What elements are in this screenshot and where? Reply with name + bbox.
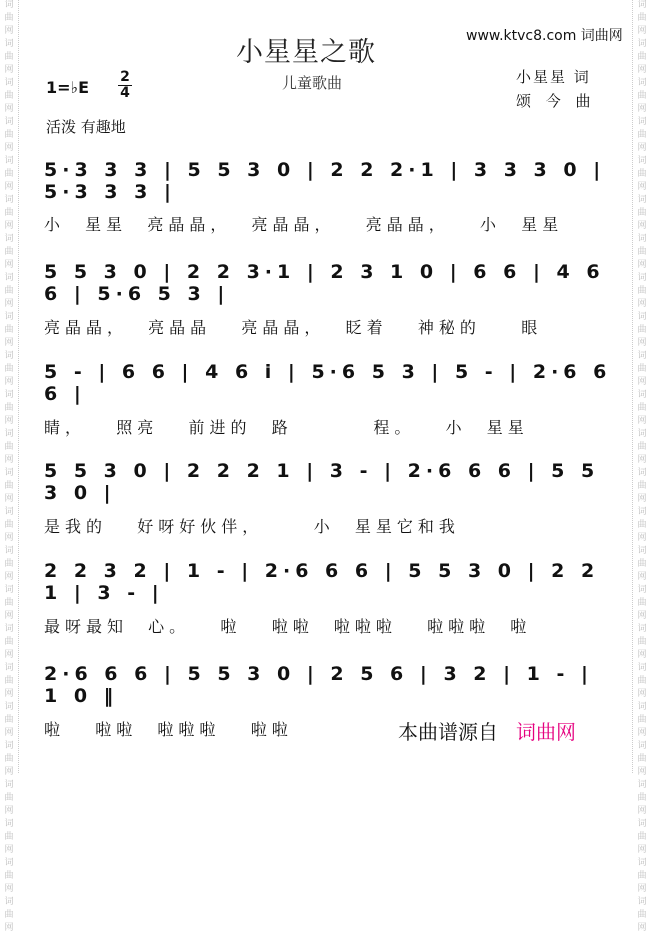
watermark-glyph: 词 [4,39,14,49]
watermark-glyph: 词 [637,507,647,517]
watermark-glyph: 网 [637,650,647,660]
watermark-glyph: 词 [637,351,647,361]
watermark-glyph: 网 [637,923,647,933]
right-watermark-strip [632,0,651,933]
footer-source-text: 本曲谱源自 [398,720,498,744]
watermark-glyph: 曲 [4,520,14,530]
watermark-glyph: 网 [4,494,14,504]
site-link[interactable]: www.ktvc8.com 词曲网 [466,28,623,44]
watermark-glyph: 曲 [4,637,14,647]
time-bottom: 4 [120,85,130,101]
watermark-glyph: 词 [637,0,647,10]
watermark-glyph: 网 [637,416,647,426]
watermark-glyph: 网 [637,221,647,231]
notation-line: 5 5 3 0 | 2 2 3·1 | 2 3 1 0 | 6 6 | 4 6 6 | 5·6 5 3 | [44,261,605,305]
watermark-glyph: 词 [4,507,14,517]
score-system-1 [44,159,616,203]
watermark-glyph: 曲 [637,130,647,140]
lyric-line: 亮晶晶， 亮晶晶 亮晶晶， 眨着 神秘的 眼 [44,318,543,337]
watermark-glyph: 网 [4,767,14,777]
watermark-glyph: 词 [637,78,647,88]
lyricist-credit: 小星星 词 [516,68,591,86]
watermark-glyph: 网 [637,689,647,699]
time-signature [118,70,132,101]
time-top: 2 [120,69,130,85]
watermark-glyph: 网 [4,416,14,426]
watermark-glyph: 词 [4,546,14,556]
notation-line: 2 2 3 2 | 1 - | 2·6 6 6 | 5 5 3 0 | 2 2 1 | 3 - | [44,560,600,604]
watermark-glyph: 网 [4,65,14,75]
watermark-glyph: 词 [637,117,647,127]
watermark-glyph: 网 [4,533,14,543]
watermark-glyph: 词 [4,780,14,790]
tempo-marking: 活泼 有趣地 [46,118,126,136]
left-watermark-strip [0,0,19,933]
watermark-glyph: 网 [4,182,14,192]
watermark-glyph: 网 [637,65,647,75]
watermark-glyph: 网 [637,455,647,465]
watermark-glyph: 词 [4,585,14,595]
watermark-glyph: 曲 [4,52,14,62]
watermark-glyph: 曲 [4,325,14,335]
watermark-glyph: 词 [4,234,14,244]
watermark-glyph: 曲 [637,598,647,608]
watermark-glyph: 曲 [4,793,14,803]
watermark-glyph: 曲 [4,13,14,23]
watermark-glyph: 网 [637,377,647,387]
watermark-glyph: 网 [637,611,647,621]
watermark-glyph: 网 [4,221,14,231]
lyric-line: 最呀最知 心。 啦 啦啦 啦啦啦 啦啦啦 啦 [44,617,532,636]
watermark-glyph: 曲 [4,754,14,764]
watermark-glyph: 曲 [4,91,14,101]
watermark-glyph: 曲 [637,442,647,452]
watermark-glyph: 词 [4,897,14,907]
watermark-glyph: 曲 [637,13,647,23]
score-system-2 [44,261,616,305]
watermark-glyph: 曲 [4,364,14,374]
watermark-glyph: 词 [4,117,14,127]
watermark-glyph: 网 [4,299,14,309]
notation-line: 5 5 3 0 | 2 2 2 1 | 3 - | 2·6 6 6 | 5 5 3 0 | [44,460,600,504]
watermark-glyph: 词 [637,819,647,829]
watermark-glyph: 曲 [4,715,14,725]
watermark-glyph: 曲 [4,247,14,257]
lyric-line: 是我的 好呀好伙伴， 小 星星它和我 [44,517,460,536]
lyric-line: 小 星星 亮晶晶， 亮晶晶， 亮晶晶， 小 星星 [44,215,564,234]
watermark-glyph: 词 [4,858,14,868]
watermark-glyph: 网 [637,728,647,738]
watermark-glyph: 网 [4,806,14,816]
watermark-glyph: 网 [4,260,14,270]
watermark-glyph: 网 [637,845,647,855]
composer-credit: 颂 今 曲 [516,92,596,110]
watermark-glyph: 曲 [4,832,14,842]
watermark-glyph: 词 [637,156,647,166]
watermark-glyph: 曲 [4,598,14,608]
watermark-glyph: 网 [4,923,14,933]
watermark-glyph: 网 [637,884,647,894]
watermark-glyph: 曲 [637,637,647,647]
watermark-glyph: 曲 [4,871,14,881]
watermark-glyph: 曲 [637,481,647,491]
watermark-glyph: 曲 [637,403,647,413]
watermark-glyph: 曲 [637,871,647,881]
watermark-glyph: 网 [4,455,14,465]
watermark-glyph: 曲 [637,286,647,296]
watermark-glyph: 网 [4,104,14,114]
watermark-glyph: 曲 [4,169,14,179]
key-signature: 1=♭E [46,78,90,97]
watermark-glyph: 词 [637,702,647,712]
watermark-glyph: 词 [637,663,647,673]
watermark-glyph: 词 [637,429,647,439]
watermark-glyph: 词 [637,585,647,595]
watermark-glyph: 曲 [637,715,647,725]
watermark-glyph: 曲 [637,793,647,803]
lyric-line: 啦 啦啦 啦啦啦 啦啦 [44,720,293,739]
watermark-glyph: 网 [4,611,14,621]
watermark-glyph: 曲 [637,910,647,920]
watermark-glyph: 词 [4,273,14,283]
watermark-glyph: 网 [637,182,647,192]
watermark-glyph: 词 [4,741,14,751]
watermark-glyph: 词 [637,858,647,868]
watermark-glyph: 曲 [4,442,14,452]
score-system-5 [44,560,616,604]
watermark-glyph: 词 [4,78,14,88]
watermark-glyph: 网 [4,728,14,738]
watermark-glyph: 词 [4,624,14,634]
footer-brand[interactable]: 词曲网 [516,720,576,744]
watermark-glyph: 曲 [4,130,14,140]
watermark-glyph: 曲 [637,520,647,530]
watermark-glyph: 网 [4,143,14,153]
watermark-glyph: 网 [4,650,14,660]
watermark-glyph: 词 [637,390,647,400]
watermark-glyph: 曲 [637,559,647,569]
watermark-glyph: 词 [637,234,647,244]
watermark-glyph: 曲 [4,910,14,920]
watermark-glyph: 词 [4,351,14,361]
watermark-glyph: 词 [4,156,14,166]
watermark-glyph: 网 [4,845,14,855]
watermark-glyph: 词 [4,702,14,712]
watermark-glyph: 曲 [637,832,647,842]
watermark-glyph: 曲 [637,325,647,335]
watermark-glyph: 词 [637,312,647,322]
watermark-glyph: 网 [4,689,14,699]
watermark-glyph: 曲 [637,247,647,257]
score-system-3 [44,361,616,405]
watermark-glyph: 词 [4,0,14,10]
source-footer [398,716,576,745]
watermark-glyph: 曲 [4,481,14,491]
watermark-glyph: 曲 [637,754,647,764]
watermark-glyph: 曲 [637,91,647,101]
watermark-glyph: 曲 [637,208,647,218]
watermark-glyph: 曲 [637,676,647,686]
watermark-glyph: 词 [637,546,647,556]
watermark-glyph: 网 [637,767,647,777]
notation-line: 2·6 6 6 | 5 5 3 0 | 2 5 6 | 3 2 | 1 - | 1 0 ‖ [44,663,593,707]
watermark-glyph: 词 [637,780,647,790]
notation-line: 5·3 3 3 | 5 5 3 0 | 2 2 2·1 | 3 3 3 0 | 5·3 3 3 | [44,159,606,203]
watermark-glyph: 曲 [637,52,647,62]
watermark-glyph: 词 [637,897,647,907]
notation-line: 5 - | 6 6 | 4 6 i | 5·6 5 3 | 5 - | 2·6 6 6 | [44,361,612,405]
watermark-glyph: 词 [637,195,647,205]
lyric-line: 睛， 照亮 前进的 路 程。 小 星星 [44,418,529,437]
watermark-glyph: 网 [637,104,647,114]
watermark-glyph: 网 [4,572,14,582]
watermark-glyph: 词 [637,273,647,283]
watermark-glyph: 网 [4,338,14,348]
watermark-glyph: 网 [4,377,14,387]
watermark-glyph: 网 [637,260,647,270]
watermark-glyph: 词 [4,195,14,205]
watermark-glyph: 词 [4,468,14,478]
watermark-glyph: 网 [637,533,647,543]
watermark-glyph: 网 [637,338,647,348]
watermark-glyph: 网 [4,26,14,36]
watermark-glyph: 网 [637,572,647,582]
watermark-glyph: 曲 [637,169,647,179]
watermark-glyph: 词 [637,624,647,634]
watermark-glyph: 词 [637,741,647,751]
watermark-glyph: 词 [4,312,14,322]
song-subtitle: 儿童歌曲 [282,74,343,92]
watermark-glyph: 网 [637,26,647,36]
watermark-glyph: 网 [4,884,14,894]
watermark-glyph: 网 [637,806,647,816]
score-system-6 [44,663,616,707]
score-system-4 [44,460,616,504]
watermark-glyph: 词 [4,390,14,400]
watermark-glyph: 曲 [4,286,14,296]
watermark-glyph: 曲 [4,559,14,569]
watermark-glyph: 网 [637,143,647,153]
watermark-glyph: 网 [637,494,647,504]
watermark-glyph: 曲 [4,208,14,218]
watermark-glyph: 词 [4,663,14,673]
watermark-glyph: 词 [4,429,14,439]
watermark-glyph: 曲 [4,403,14,413]
watermark-glyph: 曲 [637,364,647,374]
watermark-glyph: 词 [637,39,647,49]
watermark-glyph: 曲 [4,676,14,686]
watermark-glyph: 词 [637,468,647,478]
watermark-glyph: 词 [4,819,14,829]
watermark-glyph: 网 [637,299,647,309]
song-title: 小星星之歌 [236,37,376,68]
